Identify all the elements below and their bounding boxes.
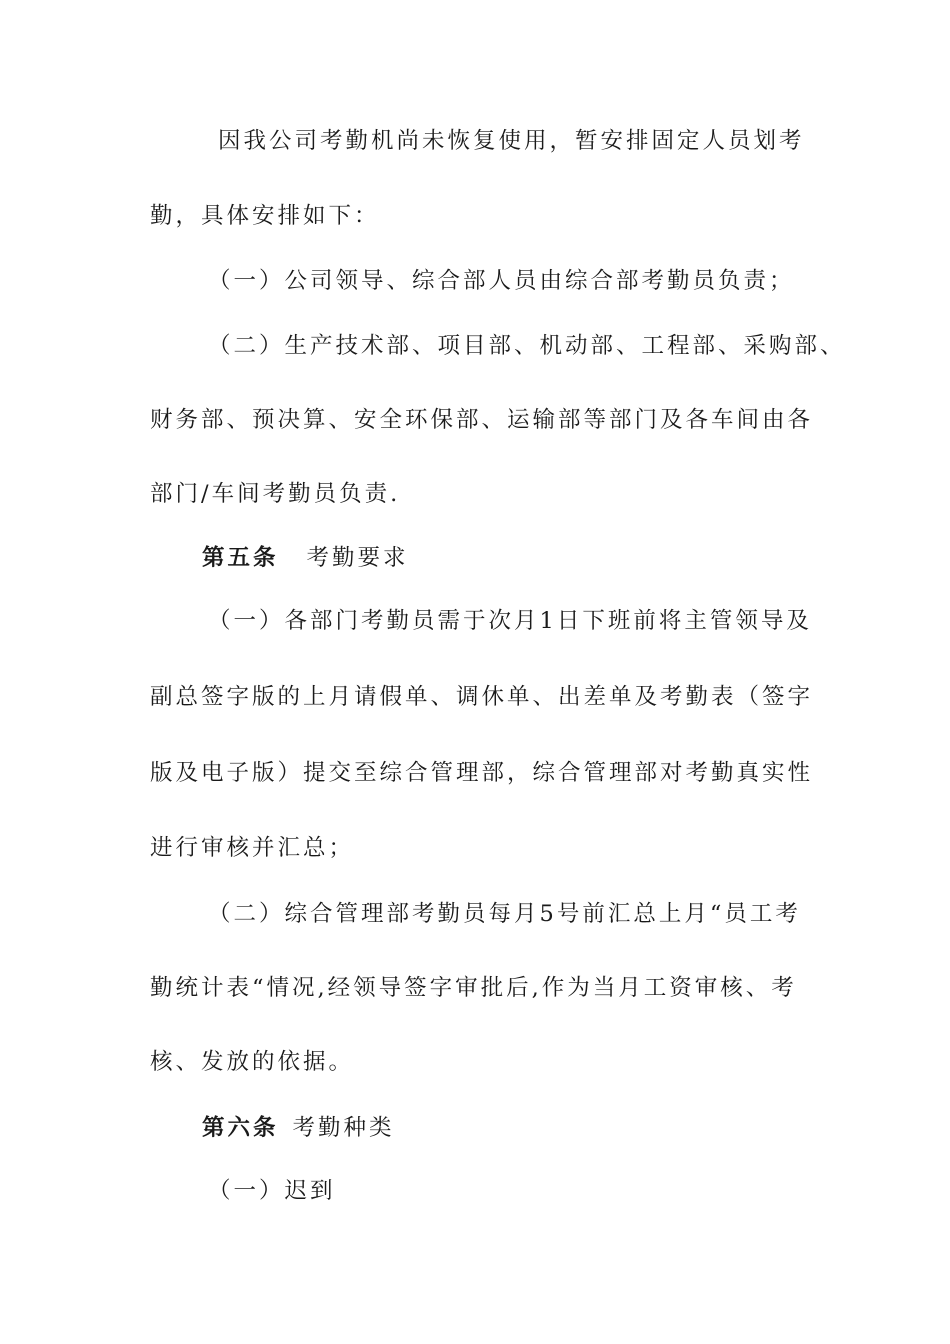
- paragraph-line: 勤统计表“情况,经领导签字审批后,作为当月工资审核、考: [150, 975, 797, 1001]
- paragraph-line: 勤，具体安排如下：: [150, 203, 380, 229]
- paragraph-line: 因我公司考勤机尚未恢复使用，暂安排固定人员划考: [218, 128, 805, 154]
- paragraph-line: （二）生产技术部、项目部、机动部、工程部、采购部、: [208, 333, 846, 359]
- paragraph-line: （一）各部门考勤员需于次月1日下班前将主管领导及: [208, 608, 812, 634]
- paragraph-line: 版及电子版）提交至综合管理部，综合管理部对考勤真实性: [150, 760, 814, 786]
- paragraph-line: 进行审核并汇总；: [150, 835, 355, 861]
- article-title: 考勤种类: [292, 1115, 395, 1141]
- article-label: 第五条: [202, 545, 279, 571]
- paragraph-line: 部门/车间考勤员负责.: [150, 481, 401, 507]
- paragraph-line: （二）综合管理部考勤员每月5号前汇总上月“员工考: [208, 901, 801, 927]
- article-heading: [202, 1113, 395, 1143]
- paragraph-line: 财务部、预决算、安全环保部、运输部等部门及各车间由各: [150, 407, 814, 433]
- paragraph-line: （一）迟到: [208, 1178, 336, 1204]
- paragraph-line: 副总签字版的上月请假单、调休单、出差单及考勤表（签字: [150, 684, 814, 710]
- paragraph-line: 核、发放的依据。: [150, 1049, 355, 1075]
- article-title: 考勤要求: [306, 545, 409, 571]
- paragraph-line: （一）公司领导、综合部人员由综合部考勤员负责；: [208, 268, 795, 294]
- article-label: 第六条: [202, 1115, 279, 1141]
- article-heading: [202, 543, 409, 573]
